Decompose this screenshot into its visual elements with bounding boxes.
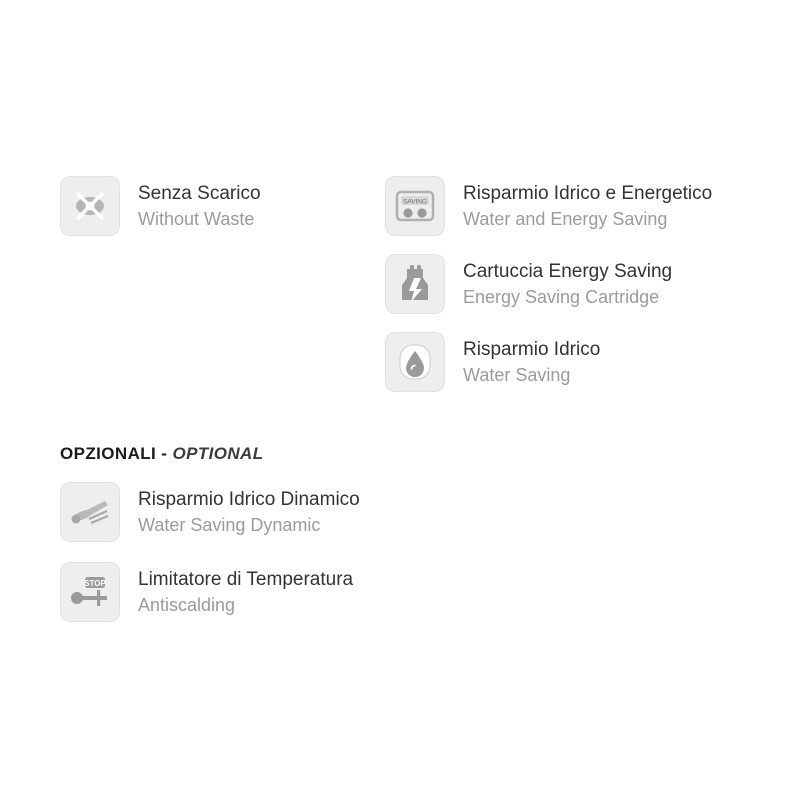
feature-label-en: Antiscalding bbox=[138, 594, 236, 615]
icon-box bbox=[60, 562, 120, 622]
feature-label-it: Risparmio Idrico Dinamico bbox=[138, 489, 360, 511]
feature-label-it: Limitatore di Temperatura bbox=[138, 569, 354, 591]
stop-icon-text: STOP bbox=[84, 578, 106, 588]
water-saving-drop-icon bbox=[397, 343, 433, 381]
without-waste-icon bbox=[69, 189, 111, 223]
section-heading-en: OPTIONAL bbox=[172, 444, 264, 463]
feature-labels bbox=[138, 567, 353, 617]
section-heading-dash: - bbox=[161, 444, 168, 463]
feature-labels bbox=[463, 337, 600, 387]
feature-labels bbox=[138, 181, 261, 231]
feature-label-it: Risparmio Idrico e Energetico bbox=[463, 183, 713, 205]
icon-box bbox=[385, 254, 445, 314]
feature-label-en: Water and Energy Saving bbox=[463, 208, 668, 229]
icon-box bbox=[60, 176, 120, 236]
energy-saving-cartridge-icon bbox=[398, 264, 432, 304]
feature-label-en: Energy Saving Cartridge bbox=[463, 286, 660, 307]
feature-row-water-energy-saving bbox=[385, 176, 712, 236]
feature-row-water-saving-dynamic bbox=[60, 482, 360, 542]
feature-label-en: Water Saving Dynamic bbox=[138, 514, 321, 535]
feature-row-without-waste bbox=[60, 176, 261, 236]
icon-box bbox=[385, 332, 445, 392]
section-heading-it: OPZIONALI bbox=[60, 444, 157, 463]
water-saving-dynamic-icon bbox=[67, 495, 113, 529]
feature-row-energy-saving-cartridge bbox=[385, 254, 672, 314]
icon-box bbox=[60, 482, 120, 542]
icon-box bbox=[385, 176, 445, 236]
feature-row-temperature-limiter bbox=[60, 562, 353, 622]
feature-label-it: Senza Scarico bbox=[138, 183, 261, 205]
saving-icon-text: SAVING bbox=[402, 198, 428, 206]
feature-label-en: Without Waste bbox=[138, 208, 255, 229]
feature-label-it: Risparmio Idrico bbox=[463, 339, 601, 361]
feature-labels bbox=[138, 487, 360, 537]
feature-labels bbox=[463, 259, 672, 309]
feature-row-water-saving bbox=[385, 332, 600, 392]
temperature-limiter-stop-icon bbox=[67, 574, 113, 610]
feature-labels bbox=[463, 181, 712, 231]
feature-label-en: Water Saving bbox=[463, 364, 571, 385]
water-energy-saving-icon bbox=[393, 189, 437, 223]
section-heading-optional bbox=[60, 444, 264, 464]
feature-label-it: Cartuccia Energy Saving bbox=[463, 261, 673, 283]
